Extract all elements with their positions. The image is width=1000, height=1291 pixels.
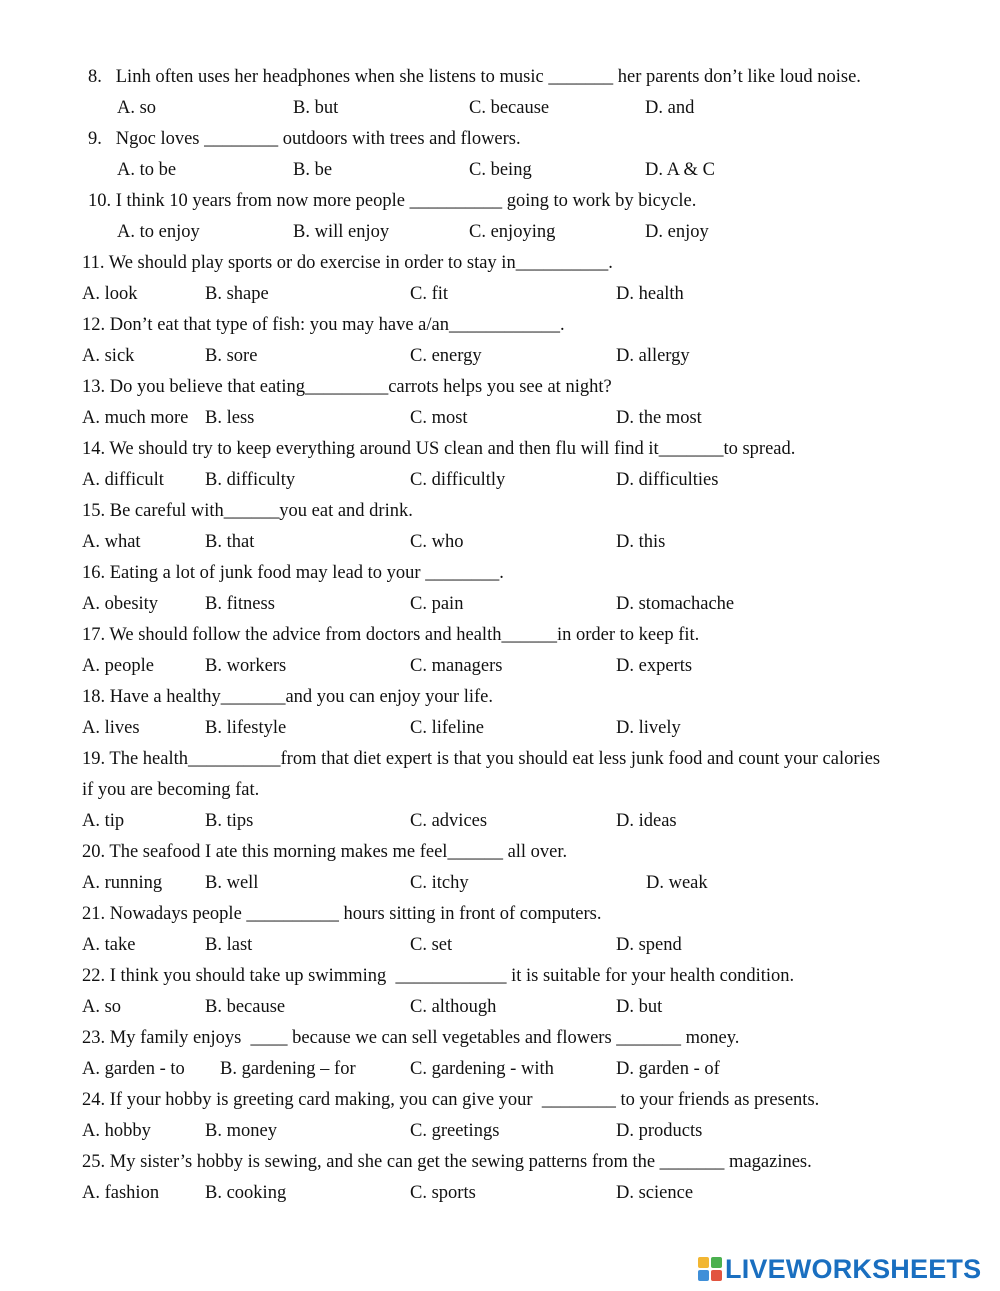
option-20a[interactable]: A. running (82, 873, 163, 893)
option-12c[interactable]: C. energy (410, 346, 482, 366)
question-11: 11. We should play sports or do exercise in order to stay in__________. (82, 253, 613, 273)
question-9: 9. Ngoc loves ________ outdoors with trees and flowers. (88, 129, 521, 149)
option-20c[interactable]: C. itchy (410, 873, 469, 893)
liveworksheets-icon (698, 1257, 722, 1281)
option-17d[interactable]: D. experts (616, 656, 693, 676)
question-16: 16. Eating a lot of junk food may lead to your ________. (82, 563, 504, 583)
option-20d[interactable]: D. weak (646, 873, 708, 893)
option-17a[interactable]: A. people (82, 656, 154, 676)
option-13a[interactable]: A. much more (82, 408, 189, 428)
option-19b[interactable]: B. tips (205, 811, 254, 831)
option-17c[interactable]: C. managers (410, 656, 503, 676)
question-10: 10. I think 10 years from now more people __________ going to work by bicycle. (88, 191, 697, 211)
option-22d[interactable]: D. but (616, 997, 663, 1017)
option-10b[interactable]: B. will enjoy (293, 222, 390, 242)
liveworksheets-logo (698, 1254, 981, 1284)
option-19a[interactable]: A. tip (82, 811, 125, 831)
option-15d[interactable]: D. this (616, 532, 666, 552)
option-25a[interactable]: A. fashion (82, 1183, 160, 1203)
question-14: 14. We should try to keep everything around US clean and then flu will find it_______to spread. (82, 439, 796, 459)
option-24c[interactable]: C. greetings (410, 1121, 500, 1141)
option-21d[interactable]: D. spend (616, 935, 682, 955)
question-21: 21. Nowadays people __________ hours sitting in front of computers. (82, 904, 602, 924)
option-25d[interactable]: D. science (616, 1183, 694, 1203)
option-21b[interactable]: B. last (205, 935, 253, 955)
option-14a[interactable]: A. difficult (82, 470, 164, 490)
option-18a[interactable]: A. lives (82, 718, 140, 738)
question-20: 20. The seafood I ate this morning makes me feel______ all over. (82, 842, 568, 862)
question-23: 23. My family enjoys ____ because we can sell vegetables and flowers _______ money. (82, 1028, 740, 1048)
option-18c[interactable]: C. lifeline (410, 718, 484, 738)
option-22b[interactable]: B. because (205, 997, 286, 1017)
option-23b[interactable]: B. gardening – for (220, 1059, 356, 1079)
option-11a[interactable]: A. look (82, 284, 138, 304)
option-18d[interactable]: D. lively (616, 718, 681, 738)
option-11d[interactable]: D. health (616, 284, 684, 304)
option-12a[interactable]: A. sick (82, 346, 135, 366)
option-8c[interactable]: C. because (469, 98, 550, 118)
option-9d[interactable]: D. A & C (645, 160, 715, 180)
question-25: 25. My sister’s hobby is sewing, and she can get the sewing patterns from the _______ magazines. (82, 1152, 812, 1172)
question-15: 15. Be careful with______you eat and drink. (82, 501, 413, 521)
question-17: 17. We should follow the advice from doctors and health______in order to keep fit. (82, 625, 700, 645)
option-20b[interactable]: B. well (205, 873, 259, 893)
option-8b[interactable]: B. but (293, 98, 339, 118)
question-8: 8. Linh often uses her headphones when she listens to music _______ her parents don’t like loud noise. (88, 67, 861, 87)
option-23d[interactable]: D. garden - of (616, 1059, 720, 1079)
option-21c[interactable]: C. set (410, 935, 453, 955)
option-15c[interactable]: C. who (410, 532, 464, 552)
option-14d[interactable]: D. difficulties (616, 470, 719, 490)
logo-text: LIVEWORKSHEETS (725, 1253, 982, 1284)
option-24d[interactable]: D. products (616, 1121, 703, 1141)
question-12: 12. Don’t eat that type of fish: you may have a/an____________. (82, 315, 565, 335)
option-16d[interactable]: D. stomachache (616, 594, 735, 614)
option-11c[interactable]: C. fit (410, 284, 449, 304)
option-17b[interactable]: B. workers (205, 656, 287, 676)
option-12d[interactable]: D. allergy (616, 346, 690, 366)
option-14c[interactable]: C. difficultly (410, 470, 506, 490)
question-18: 18. Have a healthy_______and you can enjoy your life. (82, 687, 493, 707)
option-21a[interactable]: A. take (82, 935, 136, 955)
option-10a[interactable]: A. to enjoy (117, 222, 200, 242)
option-24b[interactable]: B. money (205, 1121, 277, 1141)
option-9b[interactable]: B. be (293, 160, 333, 180)
question-19-continued: if you are becoming fat. (82, 780, 260, 800)
option-22c[interactable]: C. although (410, 997, 497, 1017)
option-24a[interactable]: A. hobby (82, 1121, 151, 1141)
option-13b[interactable]: B. less (205, 408, 255, 428)
option-23a[interactable]: A. garden - to (82, 1059, 185, 1079)
option-19c[interactable]: C. advices (410, 811, 488, 831)
option-25c[interactable]: C. sports (410, 1183, 476, 1203)
option-10d[interactable]: D. enjoy (645, 222, 709, 242)
option-8d[interactable]: D. and (645, 98, 695, 118)
option-14b[interactable]: B. difficulty (205, 470, 296, 490)
question-13: 13. Do you believe that eating_________carrots helps you see at night? (82, 377, 612, 397)
option-9c[interactable]: C. being (469, 160, 532, 180)
option-22a[interactable]: A. so (82, 997, 122, 1017)
option-18b[interactable]: B. lifestyle (205, 718, 287, 738)
question-24: 24. If your hobby is greeting card making, you can give your ________ to your friends as presents. (82, 1090, 820, 1110)
option-25b[interactable]: B. cooking (205, 1183, 287, 1203)
option-16a[interactable]: A. obesity (82, 594, 159, 614)
option-13c[interactable]: C. most (410, 408, 468, 428)
option-13d[interactable]: D. the most (616, 408, 702, 428)
option-9a[interactable]: A. to be (117, 160, 177, 180)
option-15b[interactable]: B. that (205, 532, 255, 552)
question-19: 19. The health__________from that diet expert is that you should eat less junk food and count your calories (82, 749, 881, 769)
option-15a[interactable]: A. what (82, 532, 141, 552)
option-19d[interactable]: D. ideas (616, 811, 677, 831)
question-22: 22. I think you should take up swimming ____________ it is suitable for your health condition. (82, 966, 795, 986)
option-16b[interactable]: B. fitness (205, 594, 275, 614)
option-12b[interactable]: B. sore (205, 346, 258, 366)
option-11b[interactable]: B. shape (205, 284, 269, 304)
option-16c[interactable]: C. pain (410, 594, 464, 614)
option-10c[interactable]: C. enjoying (469, 222, 556, 242)
option-23c[interactable]: C. gardening - with (410, 1059, 554, 1079)
option-8a[interactable]: A. so (117, 98, 157, 118)
